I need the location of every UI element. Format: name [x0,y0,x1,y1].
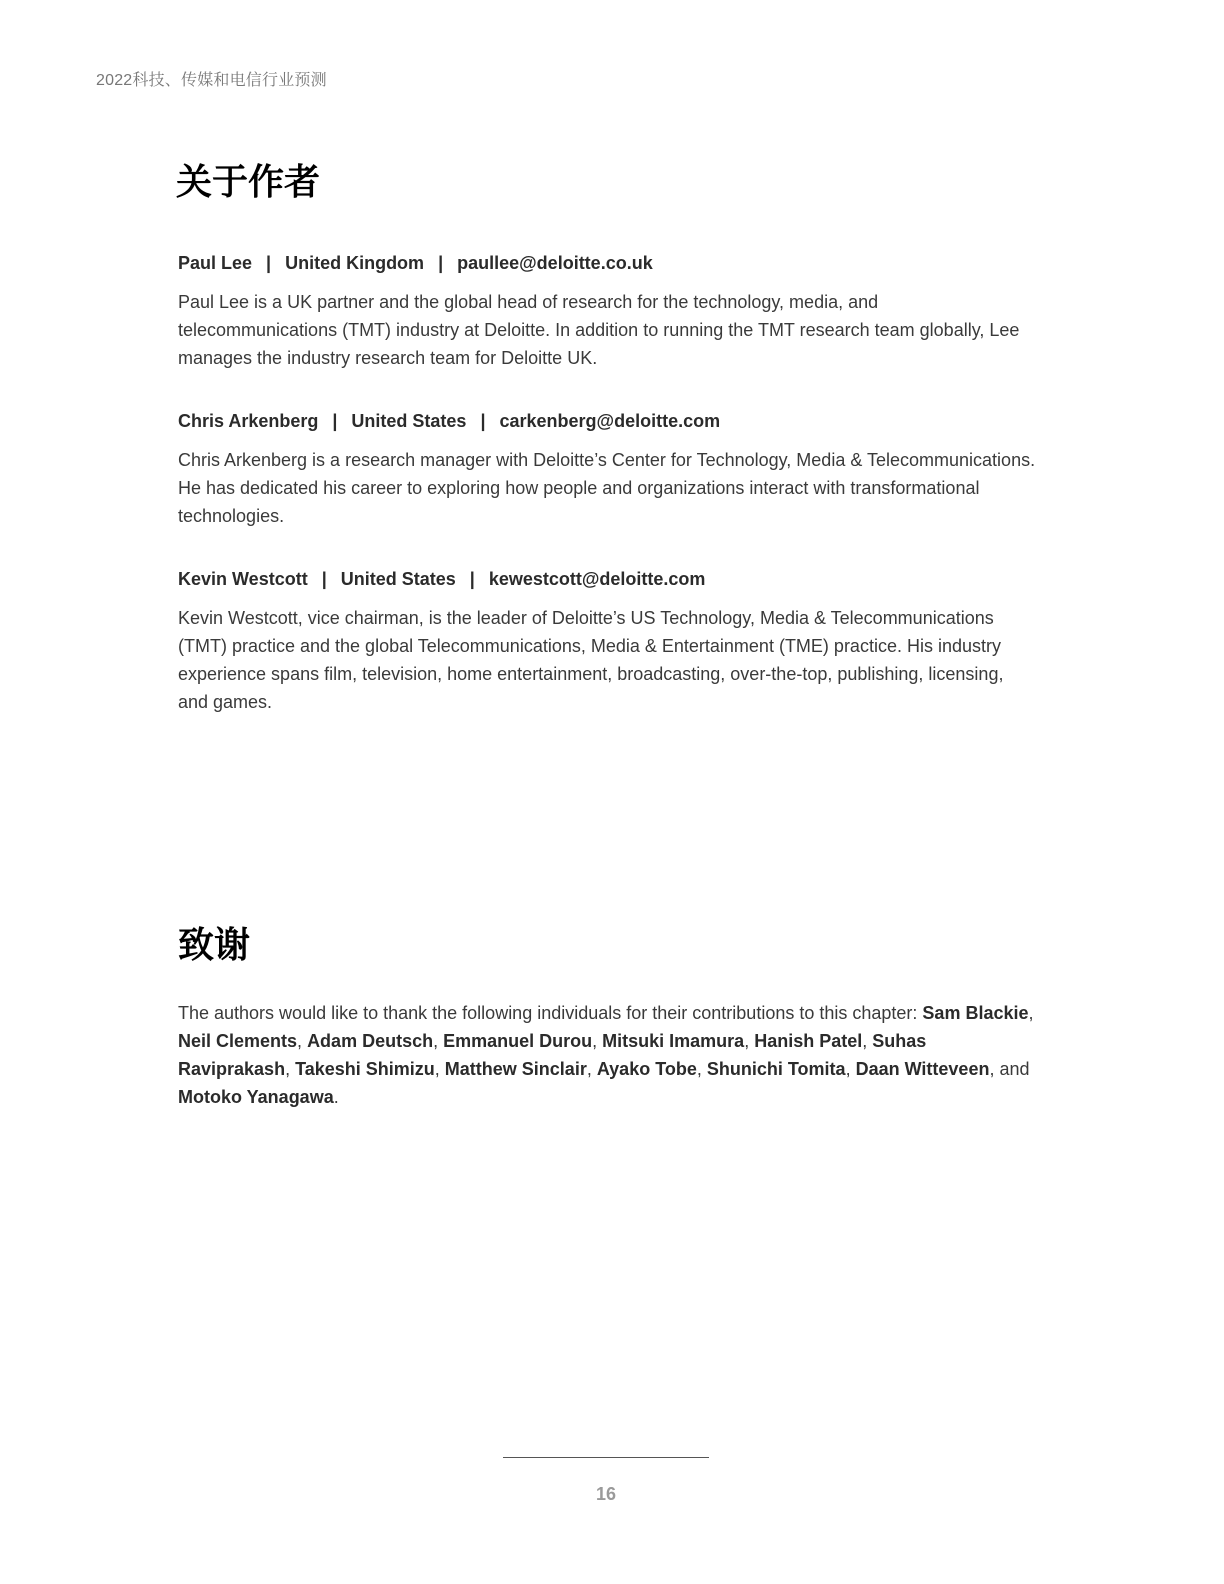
author-country: United Kingdom [285,253,425,273]
separator: | [438,253,444,273]
author-email[interactable]: paullee@deloitte.co.uk [457,253,653,273]
author-bio: Kevin Westcott, vice chairman, is the leader of Deloitte’s US Technology, Media & Telecommunications (TMT) practice and the global Telecommunications, Media & Entertainment (TME) practice. His industry experience spans film, television, home entertainment, broadcasting, over-the-top, publishing, licensing, and games. [178,608,1004,712]
ack-name: Shunichi Tomita [706,1059,846,1079]
ack-conjunction: and [999,1059,1030,1079]
acknowledgements-text: The authors would like to thank the following individuals for their contributions to this chapter: Sam Blackie, Neil Clements, Adam Deutsch, Emmanuel Durou, Mitsuki Imamura, Hanish Patel, Suhas Raviprakash, Takeshi Shimizu, Matthew Sinclair, Ayako Tobe, Shunichi Tomita, Daan Witteveen, and Motoko Yanagawa. [178,1003,1034,1107]
running-header: 2022科技、传媒和电信行业预测 [96,72,327,89]
separator: | [266,253,272,273]
ack-name: Mitsuki Imamura [602,1031,745,1051]
author-email[interactable]: kewestcott@deloitte.com [488,569,706,589]
author-country: United States [351,411,467,431]
ack-name: Matthew Sinclair [444,1059,587,1079]
author-info-line [178,252,1038,274]
authors-section-title: 关于作者 [176,162,321,203]
ack-name: Emmanuel Durou [443,1031,593,1051]
author-info-line [178,410,1038,432]
author-entry [178,568,1038,716]
acknowledgements-title: 致谢 [178,925,251,966]
ack-name: Neil Clements [178,1031,298,1051]
page-number: 16 [595,1484,617,1504]
author-country: United States [340,569,456,589]
ack-name: Hanish Patel [754,1031,863,1051]
ack-ending: . [333,1087,339,1107]
author-name: Paul Lee [178,253,253,273]
author-bio: Paul Lee is a UK partner and the global head of research for the technology, media, and telecommunications (TMT) industry at Deloitte. In addition to running the TMT research team globally, Lee manages the industry research team for Deloitte UK. [178,292,1020,368]
separator: | [332,411,338,431]
ack-name: Takeshi Shimizu [295,1059,435,1079]
author-name: Chris Arkenberg [178,411,319,431]
separator: | [321,569,327,589]
separator: | [480,411,486,431]
ack-name: Suhas Raviprakash [178,1031,927,1079]
ack-intro: The authors would like to thank the following individuals for their contributions to this chapter: [178,1003,923,1023]
author-email[interactable]: carkenberg@deloitte.com [499,411,721,431]
ack-name: Sam Blackie [922,1003,1029,1023]
author-bio: Chris Arkenberg is a research manager with Deloitte’s Center for Technology, Media & Telecommunications. He has dedicated his career to exploring how people and organizations interact with transformational technologies. [178,450,1036,526]
ack-name: Daan Witteveen [855,1059,990,1079]
author-entry [178,252,1038,372]
author-entry [178,410,1038,530]
footer-divider [503,1457,709,1458]
separator: | [469,569,475,589]
ack-name: Adam Deutsch [307,1031,434,1051]
author-name: Kevin Westcott [178,569,308,589]
author-info-line [178,568,1038,590]
ack-name: Motoko Yanagawa [178,1087,334,1107]
ack-name: Ayako Tobe [596,1059,697,1079]
